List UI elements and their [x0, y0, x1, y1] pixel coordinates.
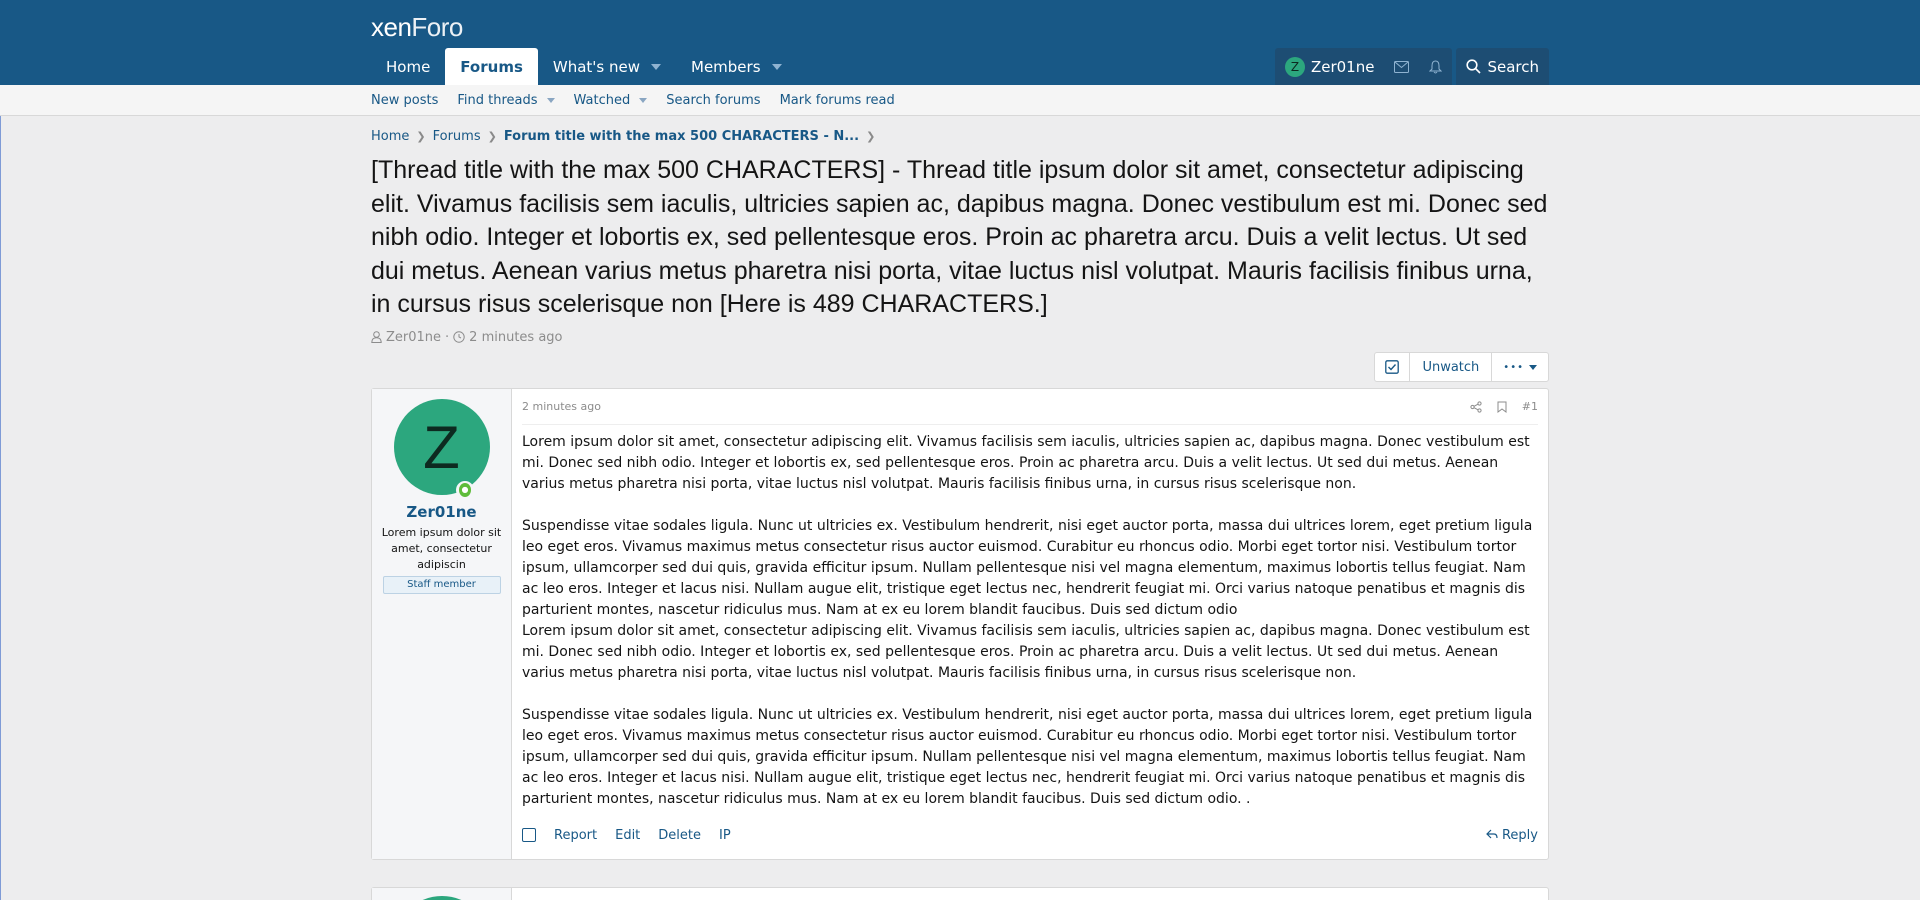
subnav-watched[interactable] [574, 93, 648, 108]
user-icon [371, 331, 382, 343]
post-paragraph: Suspendisse vitae sodales ligula. Nunc ut ultricies ex. Vestibulum hendrerit, nisi eget auctor porta, massa dui ultrices lorem, eget pretium ligula leo eget eros. Vivamus maximus metus consectetur risus auctor euismod. Curabitur eu rhoncus odio. Morbi eget tortor nisi. Vestibulum tortor ipsum, ullamcorper sed dui quis, gravida efficitur ipsum. Nullam pellentesque nisi vel magna elementum, maximus lobortis tellus feugiat. Nam ac leo eros. Integer et lacus nisi. Nullam augue elit, tristique eget lectus nec, hendrerit feugiat mi. Orci varius natoque penatibus et magnis dis parturient montes, nascetur ridiculus mus. Nam at ex eu lorem blandit faucibus. Duis sed dictum odio. . [522, 707, 1533, 807]
subnav-label: Search forums [666, 93, 761, 108]
tab-whats-new[interactable] [538, 48, 676, 85]
select-toggle-button[interactable] [1375, 353, 1410, 381]
subnav-new-posts[interactable] [371, 93, 438, 108]
account-username: Zer01ne [1310, 57, 1375, 76]
main-nav [371, 48, 797, 85]
reply-icon [1486, 829, 1498, 839]
bookmark-icon[interactable] [1497, 401, 1507, 413]
action-group [1374, 352, 1549, 382]
avatar: Z [1285, 57, 1305, 77]
post-user-panel [372, 389, 512, 859]
status-badge: Staff member [383, 576, 501, 594]
user-title: Lorem ipsum dolor sit amet, consectetur adipiscin [381, 526, 502, 571]
post [371, 887, 1549, 900]
clock-icon [453, 331, 465, 343]
thread-time[interactable]: 2 minutes ago [469, 329, 563, 345]
post-paragraph: Lorem ipsum dolor sit amet, consectetur adipiscing elit. Vivamus facilisis sem iaculis, ultricies sapien ac, dapibus magna. Donec vestibulum est mi. Donec sed nibh odio. Integer et lobortis ex, sed pellentesque eros. Proin ac pharetra arcu. Duis a velit lectus. Ut sed dui metus. Aenean varius metus pharetra nisi porta, vitae luctus nisl volutpat. Mauris facilisis finibus urna, in cursus risus scelerisque non. [522, 434, 1530, 492]
site-header [0, 0, 1920, 85]
envelope-icon [1394, 61, 1409, 73]
sub-nav [0, 85, 1920, 116]
subnav-find-threads[interactable] [457, 93, 554, 108]
search-group [1456, 48, 1549, 85]
online-indicator [456, 481, 474, 499]
post-header-actions [1470, 400, 1538, 413]
alerts-button[interactable] [1419, 48, 1452, 85]
post-paragraph: Lorem ipsum dolor sit amet, consectetur adipiscing elit. Vivamus facilisis sem iaculis, ultricies sapien ac, dapibus magna. Donec vestibulum est mi. Donec sed nibh odio. Integer et lobortis ex, sed pellentesque eros. Proin ac pharetra arcu. Duis a velit lectus. Ut sed dui metus. Aenean varius metus pharetra nisi porta, vitae luctus nisl volutpat. Mauris facilisis finibus urna, in cursus risus scelerisque non. [522, 623, 1530, 681]
tab-forums[interactable] [445, 48, 538, 85]
subnav-search-forums[interactable] [666, 93, 760, 108]
unwatch-button[interactable]: Unwatch [1410, 353, 1492, 381]
edit-link[interactable]: Edit [615, 827, 641, 843]
paragraph-gap [522, 495, 1534, 516]
breadcrumb-forums[interactable]: Forums [432, 128, 481, 144]
post [371, 388, 1549, 860]
window-edge [0, 0, 1, 900]
logo-prefix: xen [371, 12, 412, 42]
breadcrumb-forum[interactable]: Forum title with the max 500 CHARACTERS - N... [503, 128, 860, 144]
breadcrumb-home[interactable]: Home [371, 128, 410, 144]
caret-down-icon [547, 98, 555, 103]
user-icon: ● [459, 483, 471, 497]
post-time[interactable]: 2 minutes ago [522, 400, 601, 413]
post-username[interactable]: Zer01ne [406, 503, 477, 521]
subnav-label: Watched [573, 93, 631, 108]
tab-home[interactable] [371, 48, 445, 85]
more-options-button[interactable] [1492, 353, 1548, 381]
thread-meta [371, 330, 1549, 345]
report-link[interactable]: Report [554, 827, 598, 843]
checkbox-icon [1385, 360, 1399, 374]
account-nav [1275, 48, 1549, 85]
caret-down-icon [639, 98, 647, 103]
inbox-button[interactable] [1384, 48, 1419, 85]
search-label: Search [1487, 57, 1539, 76]
tab-label: Members [691, 57, 761, 76]
post-header [522, 389, 1538, 425]
avatar[interactable] [394, 896, 490, 900]
post-number[interactable]: #1 [1521, 400, 1538, 413]
paragraph-gap [522, 684, 1534, 705]
tab-label: Forums [460, 57, 523, 76]
bell-icon [1429, 60, 1442, 74]
page-title: [Thread title with the max 500 CHARACTERS] - Thread title ipsum dolor sit amet, consectetur adipiscing elit. Vivamus facilisis sem iaculis, ultricies sapien ac, dapibus magna. Donec vestibulum est mi. Donec sed nibh odio. Integer et lobortis ex, sed pellentesque eros. Proin ac pharetra arcu. Duis a velit lectus. Ut sed dui metus. Aenean varius metus pharetra nisi porta, vitae luctus nisl volutpat. Mauris facilisis finibus urna, in cursus risus scelerisque non [Here is 489 CHARACTERS.] [371, 156, 1548, 318]
delete-link[interactable]: Delete [658, 827, 702, 843]
post-footer [522, 825, 1538, 845]
chevron-right-icon: ❯ [487, 129, 497, 143]
subnav-mark-read[interactable] [780, 93, 895, 108]
caret-down-icon [1529, 365, 1537, 370]
meta-separator: · [445, 329, 450, 345]
thread-author[interactable]: Zer01ne [386, 329, 442, 345]
post-main [512, 389, 1548, 859]
reply-button[interactable] [1486, 828, 1538, 843]
page-content [371, 116, 1549, 843]
reply-label: Reply [1501, 827, 1538, 843]
subnav-label: Mark forums read [779, 93, 895, 108]
breadcrumb [371, 116, 1549, 156]
select-post-checkbox[interactable] [522, 828, 536, 842]
post-body [522, 432, 1538, 810]
logo-suffix: Foro [411, 12, 463, 42]
tab-members[interactable] [676, 48, 797, 85]
ip-link[interactable]: IP [719, 827, 731, 843]
share-icon[interactable] [1470, 401, 1482, 413]
tab-label: What's new [552, 57, 640, 76]
more-icon: ••• [1503, 361, 1524, 373]
tab-label: Home [386, 57, 431, 76]
caret-down-icon[interactable] [651, 64, 661, 70]
post-user-panel [372, 888, 512, 900]
account-group [1275, 48, 1453, 85]
chevron-right-icon: ❯ [416, 129, 426, 143]
search-icon [1466, 59, 1481, 74]
avatar[interactable]: Z [394, 399, 490, 495]
search-button[interactable] [1456, 48, 1549, 85]
subnav-label: Find threads [457, 93, 538, 108]
subnav-label: New posts [371, 93, 439, 108]
chevron-right-icon: ❯ [866, 129, 876, 143]
account-button[interactable] [1275, 48, 1385, 85]
post-paragraph: Suspendisse vitae sodales ligula. Nunc ut ultricies ex. Vestibulum hendrerit, nisi eget auctor porta, massa dui ultrices lorem, eget pretium ligula leo eget eros. Vivamus maximus metus consectetur risus auctor euismod. Curabitur eu rhoncus odio. Morbi eget tortor nisi. Vestibulum tortor ipsum, ullamcorper sed dui quis, gravida efficitur ipsum. Nullam pellentesque nisi vel magna elementum, maximus lobortis tellus feugiat. Nam ac leo eros. Integer et lacus nisi. Nullam augue elit, tristique eget lectus nec, hendrerit feugiat mi. Orci varius natoque penatibus et magnis dis parturient montes, nascetur ridiculus mus. Nam at ex eu lorem blandit faucibus. Duis sed dictum odio [522, 518, 1533, 618]
site-logo[interactable] [371, 12, 463, 43]
caret-down-icon[interactable] [772, 64, 782, 70]
thread-actions [1374, 352, 1549, 382]
